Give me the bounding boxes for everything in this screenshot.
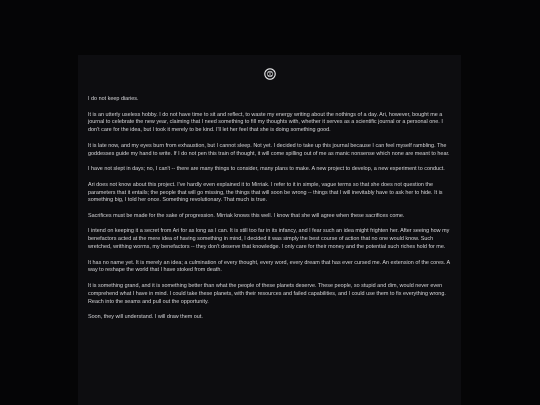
paragraph-6: Sacrifices must be made for the sake of progression. Mirriak knows this well. I know that she will agree when these sacrifices come. bbox=[88, 212, 405, 219]
site-logo[interactable] bbox=[264, 68, 276, 80]
paragraph-1: I do not keep diaries. bbox=[88, 96, 139, 102]
paragraph-5: Ari does not know about this project. I've hardly even explained it to Mirriak. I refer to it in simple, vague terms so that she does not question the parameters that it entails; the people that will go missing, the things that will soon be wrong -- things that I will inevitably have to ask her to hide. It is something big, I told her once. Something revolutionary. That much is true. bbox=[88, 181, 443, 204]
paragraph-3: It is late now, and my eyes burn from exhaustion, but I cannot sleep. Not yet. I decided to take up this journal because I can feel myself rambling. The goddesses guide my hand to write. If I do not pen this train of thought, it will come spilling out of me as manic nonsense which none are meant to hear. bbox=[88, 142, 450, 157]
paragraph-10: Soon, they will understand. I will draw them out. bbox=[88, 314, 203, 321]
paragraph-8: It has no name yet. It is merely an idea; a culmination of every thought, every word, every dream that has ever cursed me. An extension of the cores. A way to reshape the world that I have stoked from death. bbox=[88, 259, 450, 274]
paragraph-2: It is an utterly useless hobby. I do not have time to sit and reflect, to waste my energy writing about the nothings of a day. Ari, however, bought me a journal to celebrate the new year, claiming that I need something to fill my thoughts with, whether it serves as a scientific journal or a personal one. I don't care for the idea, but I took it merely to be kind. I'll let her feel that she is doing something good. bbox=[88, 111, 443, 134]
journal-article bbox=[88, 96, 452, 330]
stylized-face-icon bbox=[264, 68, 276, 80]
paragraph-9: It is something grand, and it is something better than what the people of these planets deserve. These people, so stupid and dim, would never even comprehend what I have in mind. I could take these planets, with their resources and failed capabilities, and I could use them to fix everything wrong. Reach into the seams and pull out the opportunity. bbox=[88, 283, 446, 305]
paragraph-4: I have not slept in days; no, I can't -- there are many things to consider, many plans to make. A new project to develop, a new experiment to conduct. bbox=[88, 166, 445, 173]
paragraph-7: I intend on keeping it a secret from Ari for as long as I can. It is still too far in its infancy, and I fear such an idea might frighten her. After seeing how my benefactors acted at the mere idea of having something in mind, I decided it was simply the best course of action that no one would know. Such wretched, writhing worms, my benefactors -- they don't deserve that knowledge. I only care for their money and the potential such riches hold for me. bbox=[88, 228, 450, 251]
